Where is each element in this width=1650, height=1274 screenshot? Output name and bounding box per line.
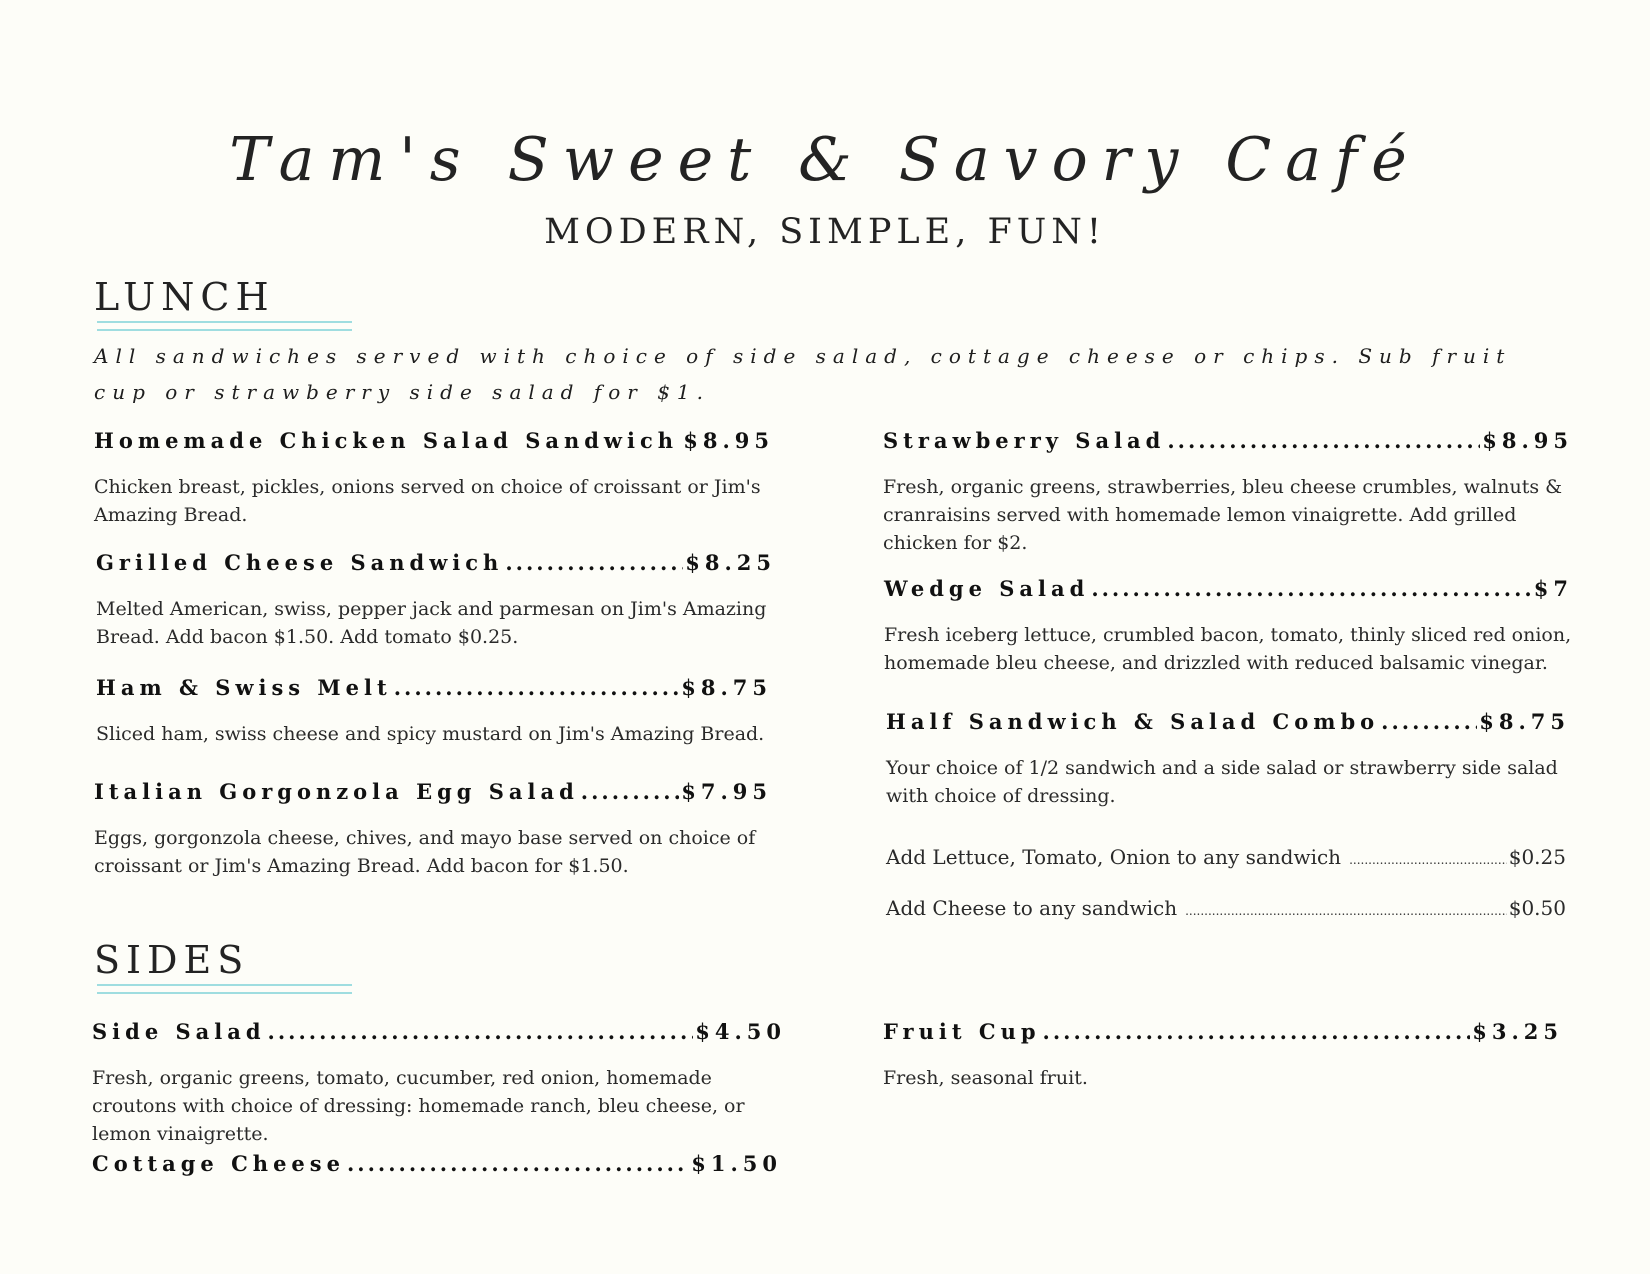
menu-item-name: Cottage Cheese — [92, 1151, 345, 1176]
leader-dots — [1381, 709, 1477, 734]
menu-item-desc: Chicken breast, pickles, onions served on choice of croissant or Jim's Amazing Bread. — [94, 476, 761, 526]
menu-item — [883, 428, 1573, 557]
menu-item-name: Grilled Cheese Sandwich — [96, 550, 504, 575]
menu-item — [92, 1019, 786, 1148]
leader-dots — [1185, 904, 1507, 918]
menu-item-name: Ham & Swiss Melt — [96, 675, 392, 700]
menu-item-name: Side Salad — [92, 1019, 266, 1044]
lunch-intro: All sandwiches served with choice of side salad, cottage cheese or chips. Sub fruit cup or strawberry side salad for $1. — [94, 344, 1512, 404]
leader-dots — [268, 1019, 694, 1044]
menu-item-name: Homemade Chicken Salad Sandwich — [94, 428, 679, 453]
leader-dots — [680, 428, 681, 453]
leader-dots — [1091, 576, 1531, 601]
addon-price: $0.50 — [1508, 896, 1566, 920]
menu-item — [886, 709, 1570, 810]
lunch-heading: LUNCH — [94, 275, 275, 319]
menu-item — [883, 1019, 1563, 1092]
leader-dots — [394, 675, 680, 700]
menu-item-desc: Eggs, gorgonzola cheese, chives, and mayo base served on choice of croissant or Jim's Amazing Bread. Add bacon for $1.50. — [94, 827, 756, 877]
tagline: MODERN, SIMPLE, FUN! — [544, 212, 1106, 252]
leader-dots — [505, 550, 683, 575]
menu-item-desc: Your choice of 1/2 sandwich and a side salad or strawberry side salad with choice of dressing. — [886, 757, 1558, 807]
lunch-heading-rule — [97, 321, 352, 331]
menu-item-desc: Fresh, organic greens, strawberries, bleu cheese crumbles, walnuts & cranraisins served with homemade lemon vinaigrette. Add grilled chicken for $2. — [883, 476, 1563, 554]
menu-item-desc: Melted American, swiss, pepper jack and parmesan on Jim's Amazing Bread. Add bacon $1.50. Add tomato $0.25. — [96, 598, 767, 648]
menu-item — [92, 1151, 782, 1176]
menu-item-name: Strawberry Salad — [883, 428, 1166, 453]
menu-item-name: Half Sandwich & Salad Combo — [886, 709, 1380, 734]
leader-dots — [347, 1151, 689, 1176]
menu-item-price: $3.25 — [1472, 1019, 1563, 1044]
menu-item-desc: Fresh iceberg lettuce, crumbled bacon, tomato, thinly sliced red onion, homemade bleu cheese, and drizzled with reduced balsamic vinegar. — [884, 624, 1572, 674]
menu-item-price: $8.95 — [683, 428, 774, 453]
menu-item-price: $8.75 — [681, 675, 772, 700]
menu-item-desc: Sliced ham, swiss cheese and spicy mustard on Jim's Amazing Bread. — [96, 723, 765, 745]
addon-label: Add Lettuce, Tomato, Onion to any sandwich — [886, 845, 1342, 869]
leader-dots — [1349, 853, 1507, 867]
menu-item-name: Fruit Cup — [883, 1019, 1041, 1044]
menu-item-desc: Fresh, organic greens, tomato, cucumber, red onion, homemade croutons with choice of dressing: homemade ranch, bleu cheese, or lemon vinaigrette. — [92, 1067, 745, 1145]
leader-dots — [581, 779, 679, 804]
sides-heading: SIDES — [94, 938, 250, 982]
menu-item — [94, 428, 774, 529]
addon-row — [886, 896, 1566, 920]
menu-item-desc: Fresh, seasonal fruit. — [883, 1067, 1088, 1089]
menu-item-price: $1.50 — [691, 1151, 782, 1176]
menu-item — [96, 675, 772, 748]
menu-item — [96, 550, 776, 651]
menu-item-price: $7.95 — [681, 779, 772, 804]
menu-item-name: Italian Gorgonzola Egg Salad — [94, 779, 579, 804]
menu-item — [884, 576, 1573, 677]
cafe-title: Tam's Sweet & Savory Café — [229, 125, 1421, 195]
addon-label: Add Cheese to any sandwich — [886, 896, 1178, 920]
sides-heading-rule — [97, 984, 352, 994]
menu-item-price: $4.50 — [695, 1019, 786, 1044]
menu-item-price: $8.75 — [1479, 709, 1570, 734]
addon-row — [886, 845, 1566, 869]
addon-price: $0.25 — [1508, 845, 1566, 869]
leader-dots — [1167, 428, 1480, 453]
menu-item-price: $8.95 — [1482, 428, 1573, 453]
menu-item — [94, 779, 772, 880]
menu-item-name: Wedge Salad — [884, 576, 1090, 601]
menu-item-price: $8.25 — [685, 550, 776, 575]
menu-item-price: $7 — [1533, 576, 1573, 601]
leader-dots — [1043, 1019, 1471, 1044]
